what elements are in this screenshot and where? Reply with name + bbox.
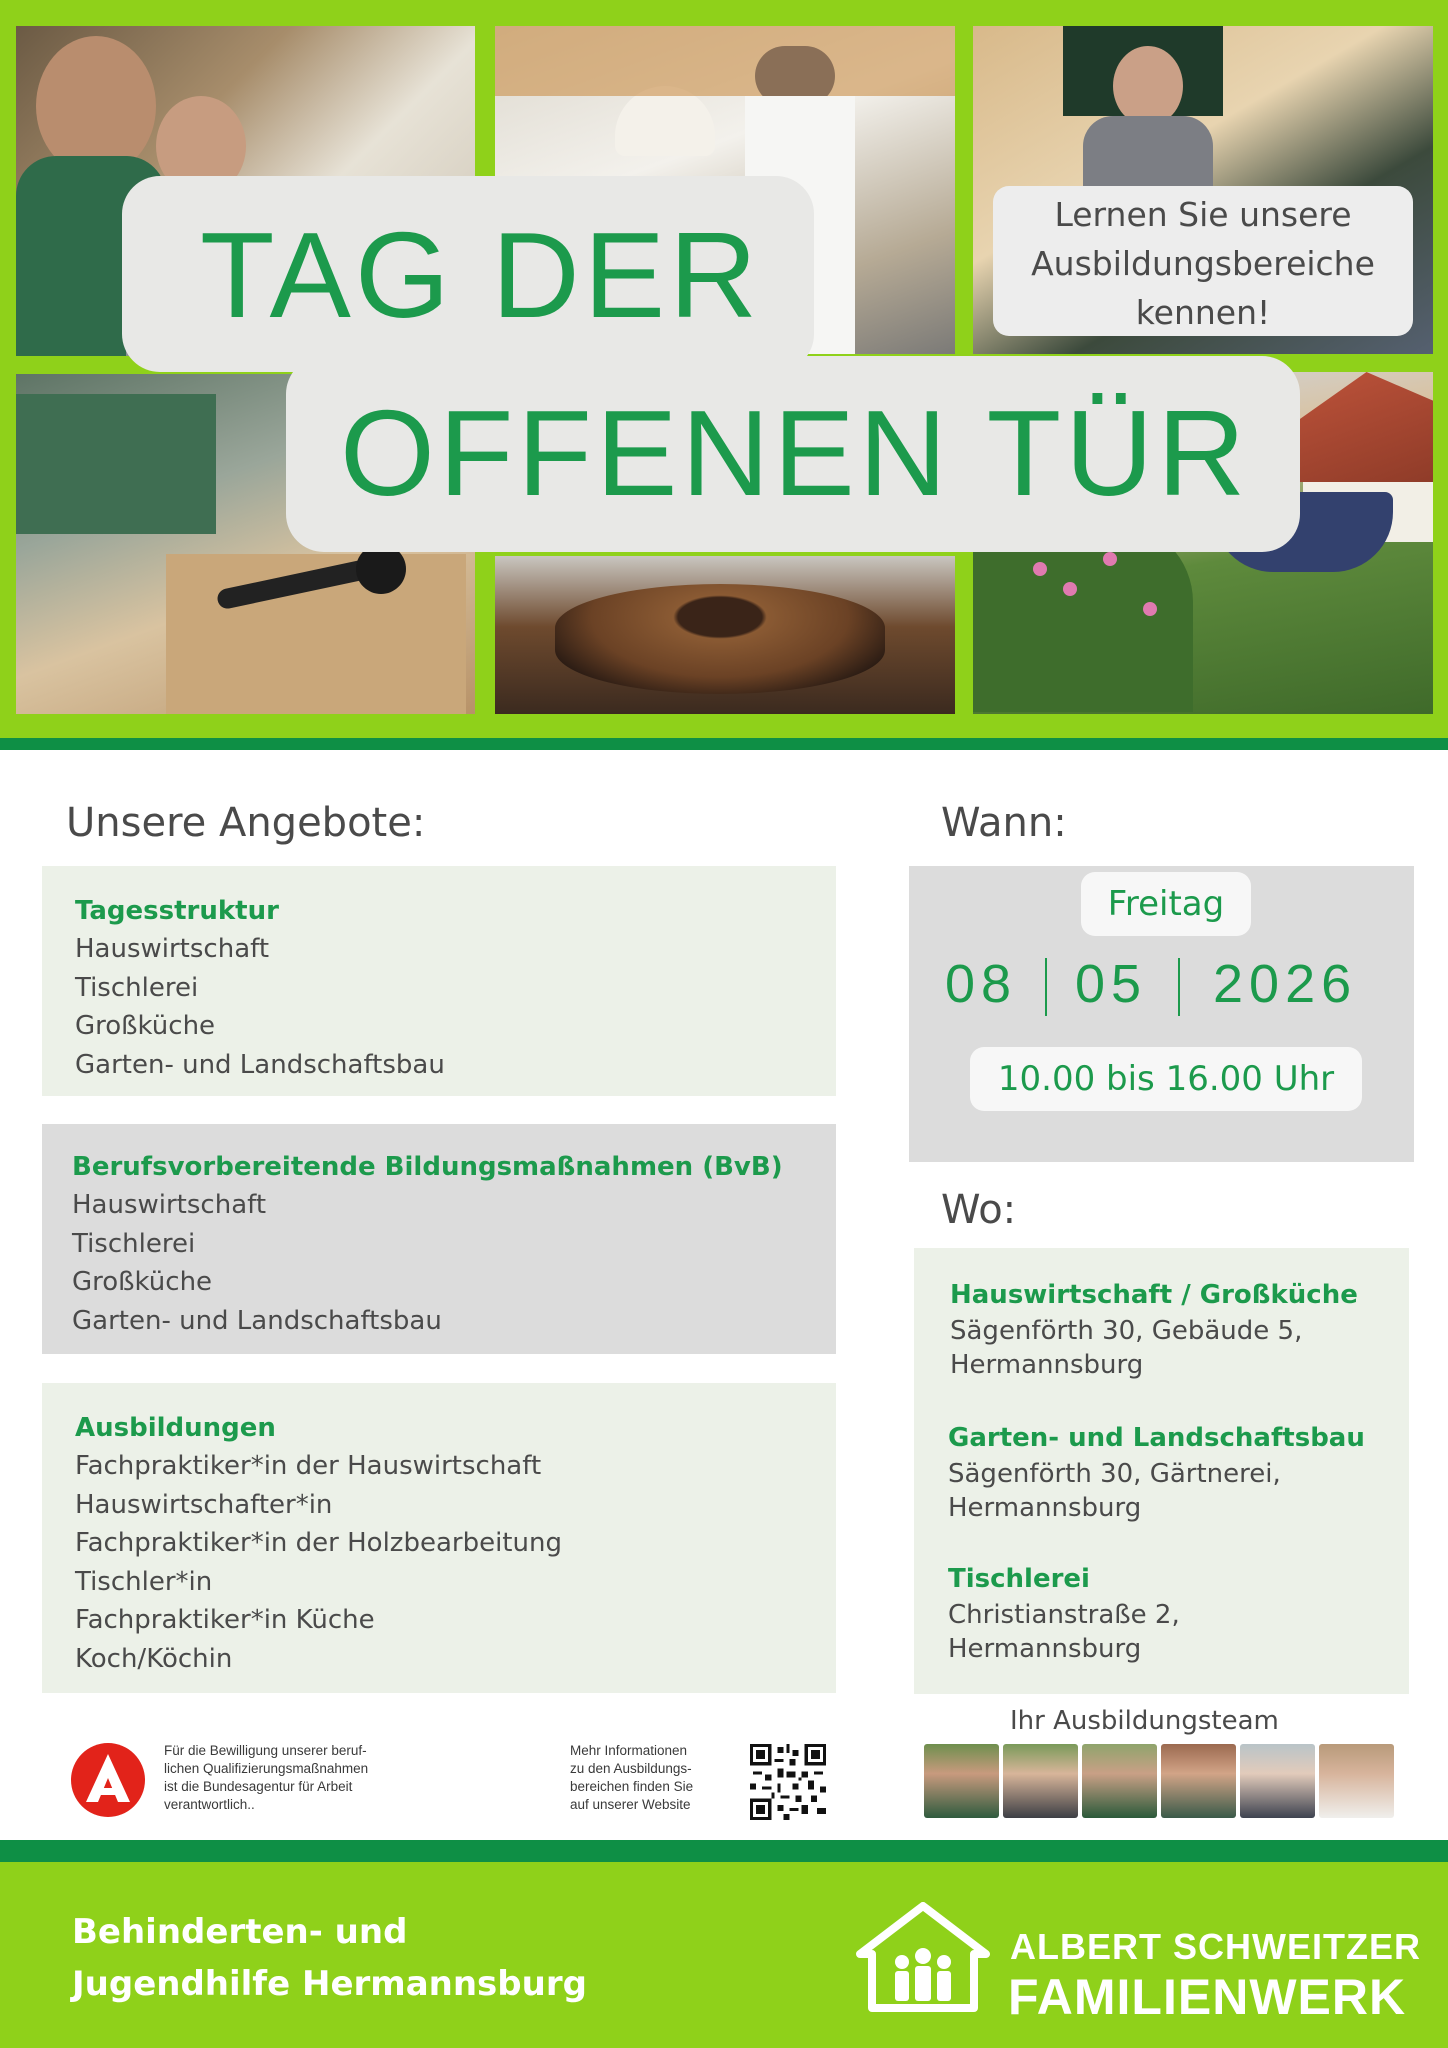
- divider: [0, 738, 1448, 750]
- team-photo: [1161, 1744, 1236, 1818]
- qr-code-icon[interactable]: [750, 1744, 826, 1820]
- hero-section: [0, 0, 1448, 740]
- offer-item: Garten- und Landschaftsbau: [72, 1305, 442, 1336]
- photo-cake: [495, 556, 955, 714]
- team-label: Ihr Ausbildungsteam: [1010, 1706, 1279, 1736]
- tagline-box: [993, 186, 1413, 336]
- website-note: [570, 1742, 693, 1814]
- location-title: Hauswirtschaft / Großküche: [950, 1280, 1358, 1310]
- brand-name-line-2: FAMILIENWERK: [1008, 1969, 1407, 2025]
- offer-group-ausbildungen: [42, 1383, 836, 1693]
- team-photo: [1082, 1744, 1157, 1818]
- offer-item: Hauswirtschaft: [75, 934, 270, 964]
- location-title: Garten- und Landschaftsbau: [948, 1423, 1365, 1453]
- offer-item: Garten- und Landschaftsbau: [75, 1049, 445, 1080]
- agency-note: [164, 1742, 368, 1814]
- team-photo: [1240, 1744, 1315, 1818]
- offer-item: Koch/Köchin: [75, 1643, 233, 1674]
- offer-group-tagesstruktur: [42, 866, 836, 1096]
- location-city: Hermannsburg: [948, 1493, 1142, 1523]
- website-note-line: bereichen finden Sie: [570, 1779, 694, 1794]
- agency-note-line: Für die Bewilligung unserer beruf-: [164, 1743, 367, 1758]
- weekday-pill: Freitag: [1081, 872, 1251, 936]
- offer-item: Tischlerei: [72, 1228, 196, 1259]
- location-address: Sägenförth 30, Gärtnerei,: [948, 1459, 1281, 1489]
- date-day: 08: [945, 954, 1018, 1014]
- date-year: 2026: [1213, 954, 1358, 1014]
- offer-item: Tischlerei: [75, 972, 199, 1003]
- org-name-line-2: Jugendhilfe Hermannsburg: [72, 1964, 587, 2004]
- location-title: Tischlerei: [948, 1564, 1090, 1594]
- offer-item: Fachpraktiker*in der Holzbearbeitung: [75, 1528, 562, 1558]
- offer-item: Großküche: [72, 1267, 213, 1297]
- tagline-line: Lernen Sie unsere: [1054, 195, 1352, 234]
- time-pill: 10.00 bis 16.00 Uhr: [970, 1047, 1362, 1111]
- date-separator: [1178, 958, 1180, 1016]
- offers-heading: Unsere Angebote:: [66, 800, 426, 846]
- offer-item: Fachpraktiker*in der Hauswirtschaft: [75, 1451, 542, 1481]
- house-family-icon: [856, 1902, 990, 2012]
- bundesagentur-logo-icon: [70, 1742, 146, 1818]
- offer-group-title: Tagesstruktur: [75, 896, 279, 926]
- page-title-line-2: OFFENEN TÜR: [340, 385, 1250, 521]
- tagline-line: Ausbildungsbereiche: [1031, 244, 1375, 283]
- offer-group-title: Ausbildungen: [75, 1413, 276, 1443]
- where-heading: Wo:: [941, 1187, 1017, 1233]
- location-city: Hermannsburg: [948, 1634, 1142, 1664]
- page-title-line-1: TAG DER: [200, 207, 762, 343]
- offer-item: Tischler*in: [75, 1566, 213, 1597]
- date-separator: [1045, 958, 1047, 1016]
- offer-group-bvb: [42, 1124, 836, 1354]
- tagline-line: kennen!: [1135, 293, 1271, 332]
- team-photo: [1003, 1744, 1078, 1818]
- offer-group-title: Berufsvorbereitende Bildungsmaßnahmen (BvB): [72, 1152, 783, 1182]
- website-note-line: Mehr Informationen: [570, 1743, 688, 1758]
- website-note-line: zu den Ausbildungs-: [570, 1761, 692, 1776]
- team-photo: [924, 1744, 999, 1818]
- location-address: Sägenförth 30, Gebäude 5,: [950, 1316, 1303, 1346]
- agency-note-line: verantwortlich..: [164, 1797, 255, 1812]
- offer-item: Hauswirtschafter*in: [75, 1489, 333, 1520]
- agency-note-line: lichen Qualifizierungsmaßnahmen: [164, 1761, 369, 1776]
- when-heading: Wann:: [941, 800, 1067, 846]
- offer-item: Fachpraktiker*in Küche: [75, 1605, 375, 1635]
- date-month: 05: [1075, 954, 1148, 1014]
- brand-name-line-1: ALBERT SCHWEITZER: [1010, 1926, 1421, 1967]
- website-note-line: auf unserer Website: [570, 1797, 691, 1812]
- org-name-line-1: Behinderten- und: [72, 1912, 408, 1952]
- offer-item: Hauswirtschaft: [72, 1190, 267, 1220]
- location-city: Hermannsburg: [950, 1350, 1144, 1380]
- location-address: Christianstraße 2,: [948, 1600, 1180, 1630]
- divider: [0, 1840, 1448, 1862]
- team-photo: [1319, 1744, 1394, 1818]
- agency-note-line: ist die Bundesagentur für Arbeit: [164, 1779, 353, 1794]
- offer-item: Großküche: [75, 1011, 216, 1041]
